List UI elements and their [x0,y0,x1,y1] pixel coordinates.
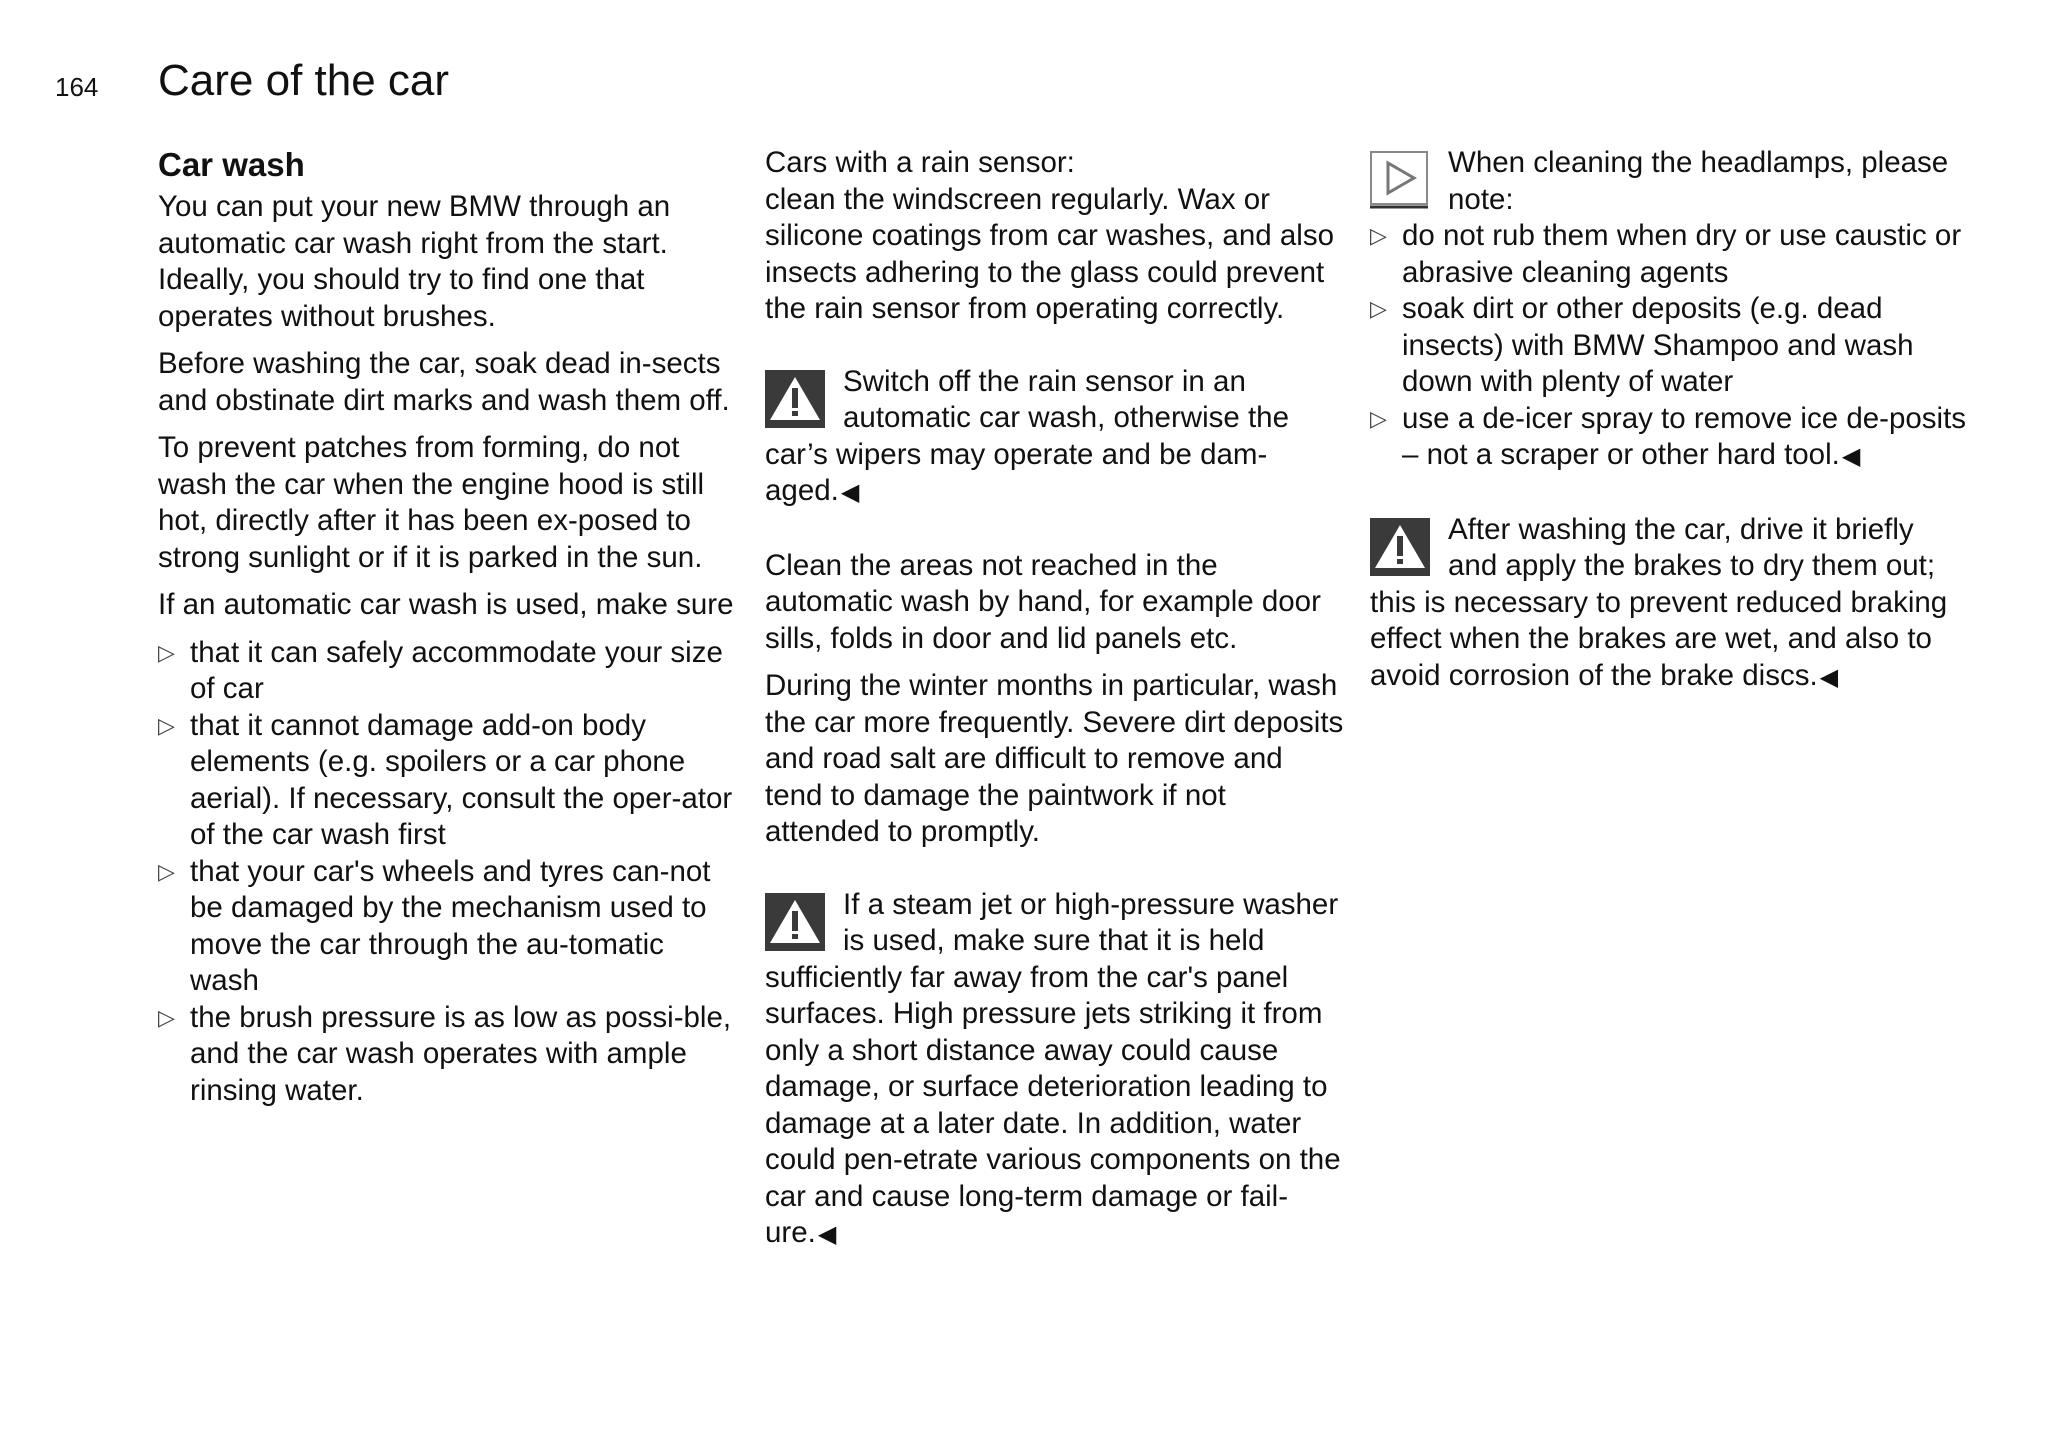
bullet-triangle-icon: ▷ [1370,223,1387,248]
note-play-icon [1370,151,1428,209]
bullet-triangle-icon: ▷ [158,1004,175,1030]
list-item: ▷ the brush pressure is as low as possi-ble, and the car wash operates with ample rinsing water. [158,1000,732,1107]
bullet-triangle-icon: ▷ [158,858,175,884]
rain-sensor-text: clean the windscreen regularly. Wax or silicone coatings from car washes, and also insects adhering to the glass could prevent the rain sensor from operating correctly. [765,182,1334,325]
car-wash-checklist [158,635,738,1110]
bullet-triangle-icon: ▷ [158,639,175,665]
note-intro: When cleaning the headlamps, please note: [1448,146,1949,216]
paragraph-clean-areas: Clean the areas not reached in the automatic wash by hand, for example door sills, folds in door and lid panels etc. [765,548,1321,655]
list-item: ▷ that it can safely accommodate your size of car [158,635,723,705]
list-item: ▷ use a de-icer spray to remove ice de-posits – not a scraper or other hard tool.◀ [1370,401,1967,471]
headlamp-checklist [1370,218,1970,476]
end-mark-icon: ◀ [1841,443,1861,470]
list-item: ▷ that your car's wheels and tyres can-not be damaged by the mechanism used to move the car through the au-tomatic wash [158,854,711,997]
bullet-triangle-icon: ▷ [1370,296,1387,321]
list-item: ▷ do not rub them when dry or use caustic or abrasive cleaning agents [1370,219,1962,289]
warning-rain-sensor: Switch off the rain sensor in an automatic car wash, otherwise the car’s wipers may operate and be dam-aged.◀ [765,364,1289,507]
paragraph-rain-sensor [765,145,1345,328]
list-item: ▷ soak dirt or other deposits (e.g. dead insects) with BMW Shampoo and wash down with plenty of water [1370,292,1914,398]
rain-sensor-label: Cars with a rain sensor: [765,146,1075,179]
end-mark-icon: ◀ [840,479,860,506]
column-2 [765,145,1345,1290]
paragraph-automatic: If an automatic car wash is used, make sure [158,588,734,621]
warning-triangle-icon [765,370,825,428]
end-mark-icon: ◀ [817,1221,837,1248]
warning-steam-jet: If a steam jet or high-pressure washer is used, make sure that it is held sufficiently far away from the car's panel surfaces. High pressure jets striking it from only a short distance away could cause damage, or surface deterioration leading to damage at a later date. In addition, water could pen-etrate various components on the car and cause long-term damage or fail-ure.◀ [765,887,1341,1249]
end-mark-icon: ◀ [1819,663,1839,691]
warning-triangle-icon [1370,518,1430,576]
paragraph-soak: Before washing the car, soak dead in-sects and obstinate dirt marks and wash them off. [158,347,730,417]
list-item: ▷ that it cannot damage add-on body elements (e.g. spoilers or a car phone aerial). If necessary, consult the oper-ator of the car wash first [158,708,733,851]
bullet-triangle-icon: ▷ [1370,405,1387,431]
page-number: 164 [55,72,99,102]
paragraph-intro: You can put your new BMW through an automatic car wash right from the start. Ideally, you should try to find one that operates without brushes. [158,190,671,333]
paragraph-patches: To prevent patches from forming, do not wash the car when the engine hood is still hot, directly after it has been ex-posed to strong sunlight or if it is parked in the sun. [158,431,705,574]
note-headlamps [1370,145,1970,476]
column-1 [158,145,738,1120]
warning-triangle-icon [765,893,825,951]
column-3 [1370,145,1970,732]
paragraph-winter: During the winter months in particular, wash the car more frequently. Severe dirt deposits and road salt are difficult to remove and tend to damage the paintwork if not attended to promptly. [765,669,1344,848]
section-heading-car-wash: Car wash [158,146,305,183]
bullet-triangle-icon: ▷ [158,712,175,738]
warning-brakes: After washing the car, drive it briefly and apply the brakes to dry them out; this is necessary to prevent reduced braking effect when the brakes are wet, and also to avoid corrosion of the brake discs.◀ [1370,512,1948,692]
page-title: Care of the car [158,56,450,105]
